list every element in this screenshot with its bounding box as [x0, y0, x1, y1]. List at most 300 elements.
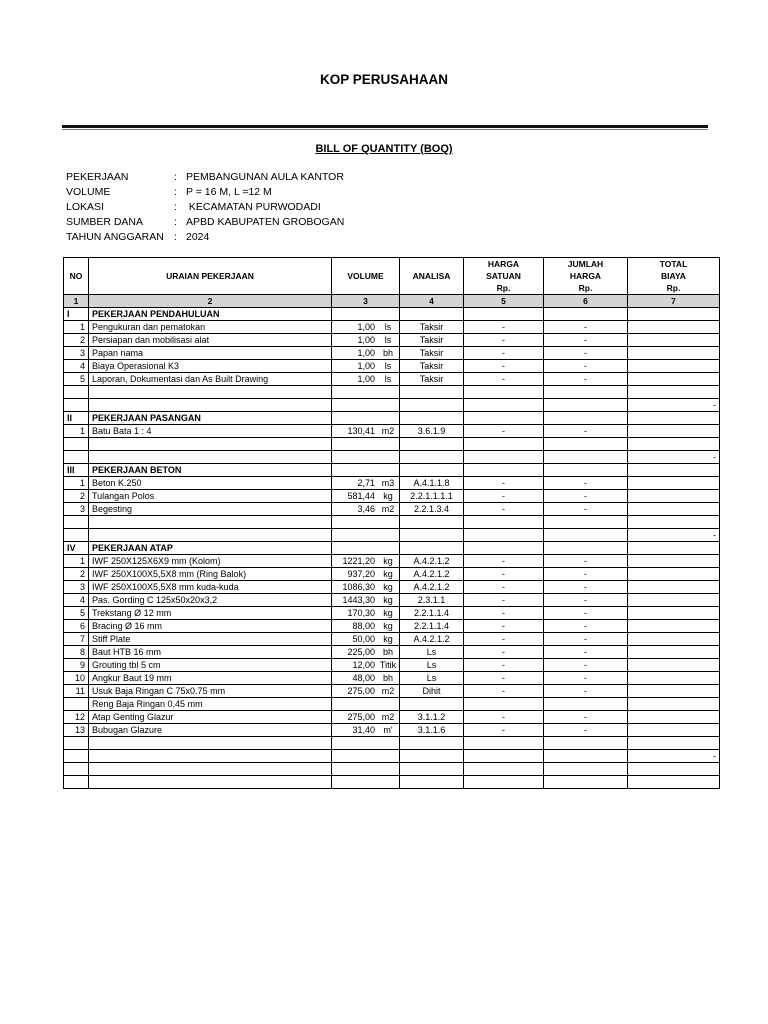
section-header-row — [64, 464, 720, 477]
item-harga-satuan: - — [464, 724, 544, 737]
section-total: - — [628, 451, 720, 464]
col-jumlah-header — [544, 258, 628, 295]
item-description: IWF 250X125X6X9 mm (Kolom) — [89, 555, 332, 568]
empty-cell — [400, 737, 464, 750]
empty-cell — [400, 399, 464, 412]
item-analisa: 2.2.1.1.1.1 — [400, 490, 464, 503]
empty-cell — [400, 386, 464, 399]
item-total — [628, 594, 720, 607]
empty-cell — [400, 438, 464, 451]
volume-unit: ls — [384, 361, 392, 371]
empty-cell — [628, 737, 720, 750]
item-total — [628, 698, 720, 711]
empty-cell — [332, 386, 400, 399]
empty-cell — [89, 529, 332, 542]
volume-value: 3,46 — [357, 504, 375, 514]
empty-cell — [464, 737, 544, 750]
col-total-header — [628, 258, 720, 295]
info-key: VOLUME — [66, 186, 111, 198]
info-value: PEMBANGUNAN AULA KANTOR — [186, 171, 344, 183]
company-letterhead: KOP PERUSAHAAN — [319, 72, 449, 87]
table-row — [64, 425, 720, 438]
volume-value: 2,71 — [357, 478, 375, 488]
empty-cell — [544, 386, 628, 399]
volume-unit: m3 — [381, 478, 395, 488]
volume-unit: bh — [382, 348, 393, 358]
empty-cell — [400, 412, 464, 425]
item-harga-satuan: - — [464, 490, 544, 503]
table-row — [64, 360, 720, 373]
table-row — [64, 347, 720, 360]
volume-value: 31,40 — [352, 725, 375, 735]
empty-cell — [464, 412, 544, 425]
volume-value: 1,00 — [357, 361, 375, 371]
item-number: 13 — [64, 724, 89, 737]
item-jumlah-harga: - — [544, 646, 628, 659]
empty-cell — [464, 542, 544, 555]
empty-cell — [64, 516, 89, 529]
column-number-row — [64, 295, 720, 308]
col-harga-line1: HARGA — [487, 259, 520, 269]
empty-cell — [400, 750, 464, 763]
volume-unit: m' — [383, 725, 393, 735]
item-volume — [332, 581, 400, 594]
item-description: IWF 250X100X5,5X8 mm kuda-kuda — [89, 581, 332, 594]
volume-value: 1,00 — [357, 322, 375, 332]
item-description: Papan nama — [89, 347, 332, 360]
empty-cell — [628, 763, 720, 776]
item-description: Bubugan Glazure — [89, 724, 332, 737]
item-description: Angkur Baut 19 mm — [89, 672, 332, 685]
volume-value: 1221,20 — [342, 556, 375, 566]
empty-cell — [89, 750, 332, 763]
item-harga-satuan: - — [464, 711, 544, 724]
item-total — [628, 646, 720, 659]
item-harga-satuan: - — [464, 581, 544, 594]
item-total — [628, 477, 720, 490]
volume-value: 48,00 — [352, 673, 375, 683]
item-description: IWF 250X100X5,5X8 mm (Ring Balok) — [89, 568, 332, 581]
item-description: Usuk Baja Ringan C 75x0.75 mm — [89, 685, 332, 698]
empty-cell — [332, 776, 400, 789]
item-analisa: 2.2.1.1.4 — [400, 620, 464, 633]
item-volume — [332, 620, 400, 633]
item-number: 5 — [64, 373, 89, 386]
col-analisa-header: ANALISA — [400, 258, 464, 295]
item-jumlah-harga: - — [544, 425, 628, 438]
item-total — [628, 334, 720, 347]
item-number: 7 — [64, 633, 89, 646]
table-row — [64, 620, 720, 633]
item-description: Reng Baja Ringan 0,45 mm — [89, 698, 332, 711]
info-row — [66, 170, 344, 185]
empty-cell — [64, 399, 89, 412]
volume-value: 12,00 — [352, 660, 375, 670]
table-row — [64, 633, 720, 646]
col-number: 3 — [332, 295, 400, 308]
item-harga-satuan: - — [464, 555, 544, 568]
empty-cell — [628, 464, 720, 477]
item-analisa: 2.2.1.3.4 — [400, 503, 464, 516]
col-total-line2: BIAYA — [661, 271, 686, 281]
item-jumlah-harga: - — [544, 347, 628, 360]
volume-unit: kg — [383, 569, 393, 579]
item-volume — [332, 659, 400, 672]
item-jumlah-harga — [544, 698, 628, 711]
section-title: PEKERJAAN PASANGAN — [89, 412, 332, 425]
empty-cell — [332, 529, 400, 542]
item-jumlah-harga: - — [544, 685, 628, 698]
item-total — [628, 685, 720, 698]
item-harga-satuan: - — [464, 347, 544, 360]
col-uraian-header: URAIAN PEKERJAAN — [89, 258, 332, 295]
empty-cell — [64, 750, 89, 763]
item-volume — [332, 321, 400, 334]
volume-unit: m2 — [381, 686, 395, 696]
blank-row — [64, 438, 720, 451]
empty-cell — [400, 763, 464, 776]
item-description: Bracing Ø 16 mm — [89, 620, 332, 633]
header-rule — [62, 125, 708, 128]
item-number: 6 — [64, 620, 89, 633]
item-number: 3 — [64, 581, 89, 594]
volume-unit: ls — [384, 335, 392, 345]
empty-cell — [400, 464, 464, 477]
boq-table — [63, 257, 720, 789]
col-volume-header: VOLUME — [332, 258, 400, 295]
item-number: 1 — [64, 425, 89, 438]
item-jumlah-harga: - — [544, 724, 628, 737]
info-colon: : — [174, 186, 177, 198]
item-number: 10 — [64, 672, 89, 685]
table-row — [64, 490, 720, 503]
info-value: 2024 — [186, 231, 210, 243]
item-jumlah-harga: - — [544, 581, 628, 594]
item-number: 11 — [64, 685, 89, 698]
item-harga-satuan: - — [464, 321, 544, 334]
item-volume — [332, 568, 400, 581]
col-harga-line2: SATUAN — [486, 271, 521, 281]
item-analisa: Taksir — [400, 334, 464, 347]
volume-unit: kg — [383, 582, 393, 592]
empty-cell — [400, 516, 464, 529]
item-number: 5 — [64, 607, 89, 620]
item-number: 1 — [64, 321, 89, 334]
empty-cell — [89, 763, 332, 776]
section-number: II — [64, 412, 89, 425]
volume-value: 1443,30 — [342, 595, 375, 605]
volume-value: 88,00 — [352, 621, 375, 631]
item-number: 1 — [64, 555, 89, 568]
col-number: 5 — [464, 295, 544, 308]
item-analisa: A.4.2.1.2 — [400, 633, 464, 646]
volume-value: 130,41 — [347, 426, 375, 436]
item-harga-satuan: - — [464, 334, 544, 347]
item-harga-satuan: - — [464, 477, 544, 490]
volume-unit: bh — [382, 673, 393, 683]
volume-value: 1086,30 — [342, 582, 375, 592]
empty-cell — [544, 438, 628, 451]
section-header-row — [64, 308, 720, 321]
item-analisa: A.4.2.1.2 — [400, 555, 464, 568]
volume-unit: m2 — [381, 426, 395, 436]
volume-unit: kg — [383, 556, 393, 566]
item-volume — [332, 711, 400, 724]
info-key: PEKERJAAN — [66, 171, 129, 183]
section-title: PEKERJAAN ATAP — [89, 542, 332, 555]
item-volume — [332, 607, 400, 620]
section-total-row — [64, 451, 720, 464]
item-number: 2 — [64, 334, 89, 347]
empty-cell — [628, 412, 720, 425]
item-total — [628, 633, 720, 646]
empty-cell — [464, 529, 544, 542]
item-harga-satuan: - — [464, 672, 544, 685]
info-row — [66, 215, 344, 230]
item-jumlah-harga: - — [544, 620, 628, 633]
item-total — [628, 659, 720, 672]
col-number: 4 — [400, 295, 464, 308]
empty-cell — [544, 542, 628, 555]
item-harga-satuan — [464, 698, 544, 711]
empty-cell — [464, 763, 544, 776]
item-total — [628, 373, 720, 386]
table-row — [64, 555, 720, 568]
item-volume — [332, 594, 400, 607]
item-volume — [332, 503, 400, 516]
item-analisa: 3.6.1.9 — [400, 425, 464, 438]
empty-cell — [89, 516, 332, 529]
section-header-row — [64, 542, 720, 555]
empty-cell — [89, 451, 332, 464]
item-description: Beton K.250 — [89, 477, 332, 490]
volume-value: 1,00 — [357, 335, 375, 345]
item-volume — [332, 347, 400, 360]
item-harga-satuan: - — [464, 503, 544, 516]
item-jumlah-harga: - — [544, 633, 628, 646]
empty-cell — [464, 750, 544, 763]
empty-cell — [332, 399, 400, 412]
empty-cell — [89, 737, 332, 750]
empty-cell — [464, 399, 544, 412]
empty-cell — [464, 438, 544, 451]
table-row — [64, 503, 720, 516]
item-analisa: Taksir — [400, 360, 464, 373]
table-row — [64, 594, 720, 607]
item-analisa: Taksir — [400, 373, 464, 386]
item-harga-satuan: - — [464, 594, 544, 607]
item-total — [628, 711, 720, 724]
col-jumlah-line3: Rp. — [578, 283, 593, 293]
item-description: Pas. Gording C 125x50x20x3,2 — [89, 594, 332, 607]
table-row — [64, 321, 720, 334]
section-number: IV — [64, 542, 89, 555]
section-total: - — [628, 399, 720, 412]
item-analisa: 3.1.1.6 — [400, 724, 464, 737]
item-total — [628, 581, 720, 594]
empty-cell — [464, 516, 544, 529]
col-number: 6 — [544, 295, 628, 308]
blank-row — [64, 737, 720, 750]
empty-cell — [64, 529, 89, 542]
item-number: 4 — [64, 360, 89, 373]
item-analisa: A.4.1.1.8 — [400, 477, 464, 490]
volume-value: 1,00 — [357, 374, 375, 384]
item-total — [628, 321, 720, 334]
item-volume — [332, 425, 400, 438]
empty-cell — [332, 737, 400, 750]
item-harga-satuan: - — [464, 646, 544, 659]
empty-cell — [400, 776, 464, 789]
item-description: Persiapan dan mobilisasi alat — [89, 334, 332, 347]
info-row — [66, 185, 344, 200]
empty-cell — [332, 516, 400, 529]
empty-cell — [400, 542, 464, 555]
table-row — [64, 373, 720, 386]
item-harga-satuan: - — [464, 685, 544, 698]
col-harga-header — [464, 258, 544, 295]
item-description: Tulangan Polos — [89, 490, 332, 503]
item-volume — [332, 724, 400, 737]
item-jumlah-harga: - — [544, 360, 628, 373]
item-volume — [332, 360, 400, 373]
item-description: Laporan, Dokumentasi dan As Built Drawing — [89, 373, 332, 386]
empty-cell — [544, 516, 628, 529]
table-row — [64, 568, 720, 581]
volume-value: 275,00 — [347, 712, 375, 722]
info-key: TAHUN ANGGARAN — [66, 231, 164, 243]
item-jumlah-harga: - — [544, 711, 628, 724]
item-harga-satuan: - — [464, 425, 544, 438]
document-title: BILL OF QUANTITY (BOQ) — [315, 143, 453, 155]
section-number: I — [64, 308, 89, 321]
info-colon: : — [174, 201, 177, 213]
blank-row — [64, 776, 720, 789]
section-total-row — [64, 750, 720, 763]
item-total — [628, 503, 720, 516]
volume-value: 1,00 — [357, 348, 375, 358]
item-number: 1 — [64, 477, 89, 490]
blank-row — [64, 516, 720, 529]
item-analisa: Ls — [400, 672, 464, 685]
item-analisa: 2.3.1.1 — [400, 594, 464, 607]
table-row — [64, 672, 720, 685]
volume-unit: m2 — [381, 712, 395, 722]
col-jumlah-line2: HARGA — [569, 271, 602, 281]
empty-cell — [464, 308, 544, 321]
empty-cell — [544, 529, 628, 542]
table-row — [64, 711, 720, 724]
item-total — [628, 347, 720, 360]
volume-value: 170,30 — [347, 608, 375, 618]
empty-cell — [400, 529, 464, 542]
volume-unit: Titik — [379, 660, 397, 670]
empty-cell — [89, 399, 332, 412]
empty-cell — [89, 776, 332, 789]
col-number: 2 — [89, 295, 332, 308]
volume-unit: kg — [383, 595, 393, 605]
section-total: - — [628, 750, 720, 763]
section-total-row — [64, 399, 720, 412]
empty-cell — [464, 464, 544, 477]
empty-cell — [464, 776, 544, 789]
info-value: APBD KABUPATEN GROBOGAN — [186, 216, 345, 228]
empty-cell — [544, 776, 628, 789]
section-header-row — [64, 412, 720, 425]
item-total — [628, 620, 720, 633]
empty-cell — [332, 412, 400, 425]
volume-unit: kg — [383, 634, 393, 644]
info-row — [66, 230, 344, 245]
item-jumlah-harga: - — [544, 555, 628, 568]
table-row — [64, 334, 720, 347]
volume-value: 50,00 — [352, 634, 375, 644]
info-colon: : — [174, 231, 177, 243]
volume-unit: ls — [384, 322, 392, 332]
table-row — [64, 659, 720, 672]
info-value: P = 16 M, L =12 M — [186, 186, 272, 198]
empty-cell — [332, 438, 400, 451]
item-volume — [332, 698, 400, 711]
info-colon: : — [174, 216, 177, 228]
item-volume — [332, 490, 400, 503]
header-rule-thin — [62, 129, 708, 130]
item-jumlah-harga: - — [544, 334, 628, 347]
volume-unit: ls — [384, 374, 392, 384]
empty-cell — [544, 399, 628, 412]
empty-cell — [464, 451, 544, 464]
table-row — [64, 698, 720, 711]
blank-row — [64, 386, 720, 399]
item-jumlah-harga: - — [544, 373, 628, 386]
volume-unit: kg — [383, 491, 393, 501]
item-analisa: Taksir — [400, 321, 464, 334]
info-key: LOKASI — [66, 201, 104, 213]
item-jumlah-harga: - — [544, 490, 628, 503]
item-volume — [332, 373, 400, 386]
empty-cell — [332, 308, 400, 321]
item-volume — [332, 685, 400, 698]
info-key: SUMBER DANA — [66, 216, 144, 228]
empty-cell — [628, 438, 720, 451]
empty-cell — [64, 776, 89, 789]
item-number: 9 — [64, 659, 89, 672]
volume-unit: kg — [383, 608, 393, 618]
col-total-line1: TOTAL — [659, 259, 688, 269]
item-analisa — [400, 698, 464, 711]
item-description: Pengukuran dan pematokan — [89, 321, 332, 334]
item-number: 3 — [64, 347, 89, 360]
section-total-row — [64, 529, 720, 542]
empty-cell — [628, 308, 720, 321]
item-jumlah-harga: - — [544, 568, 628, 581]
empty-cell — [544, 464, 628, 477]
item-total — [628, 607, 720, 620]
item-description: Biaya Operasional K3 — [89, 360, 332, 373]
item-harga-satuan: - — [464, 373, 544, 386]
volume-value: 937,20 — [347, 569, 375, 579]
empty-cell — [628, 776, 720, 789]
info-colon: : — [174, 171, 177, 183]
item-analisa: Taksir — [400, 347, 464, 360]
volume-unit: kg — [383, 621, 393, 631]
item-number — [64, 698, 89, 711]
col-number: 1 — [64, 295, 89, 308]
volume-value: 275,00 — [347, 686, 375, 696]
item-volume — [332, 633, 400, 646]
item-description: Atap Genting Glazur — [89, 711, 332, 724]
item-number: 8 — [64, 646, 89, 659]
